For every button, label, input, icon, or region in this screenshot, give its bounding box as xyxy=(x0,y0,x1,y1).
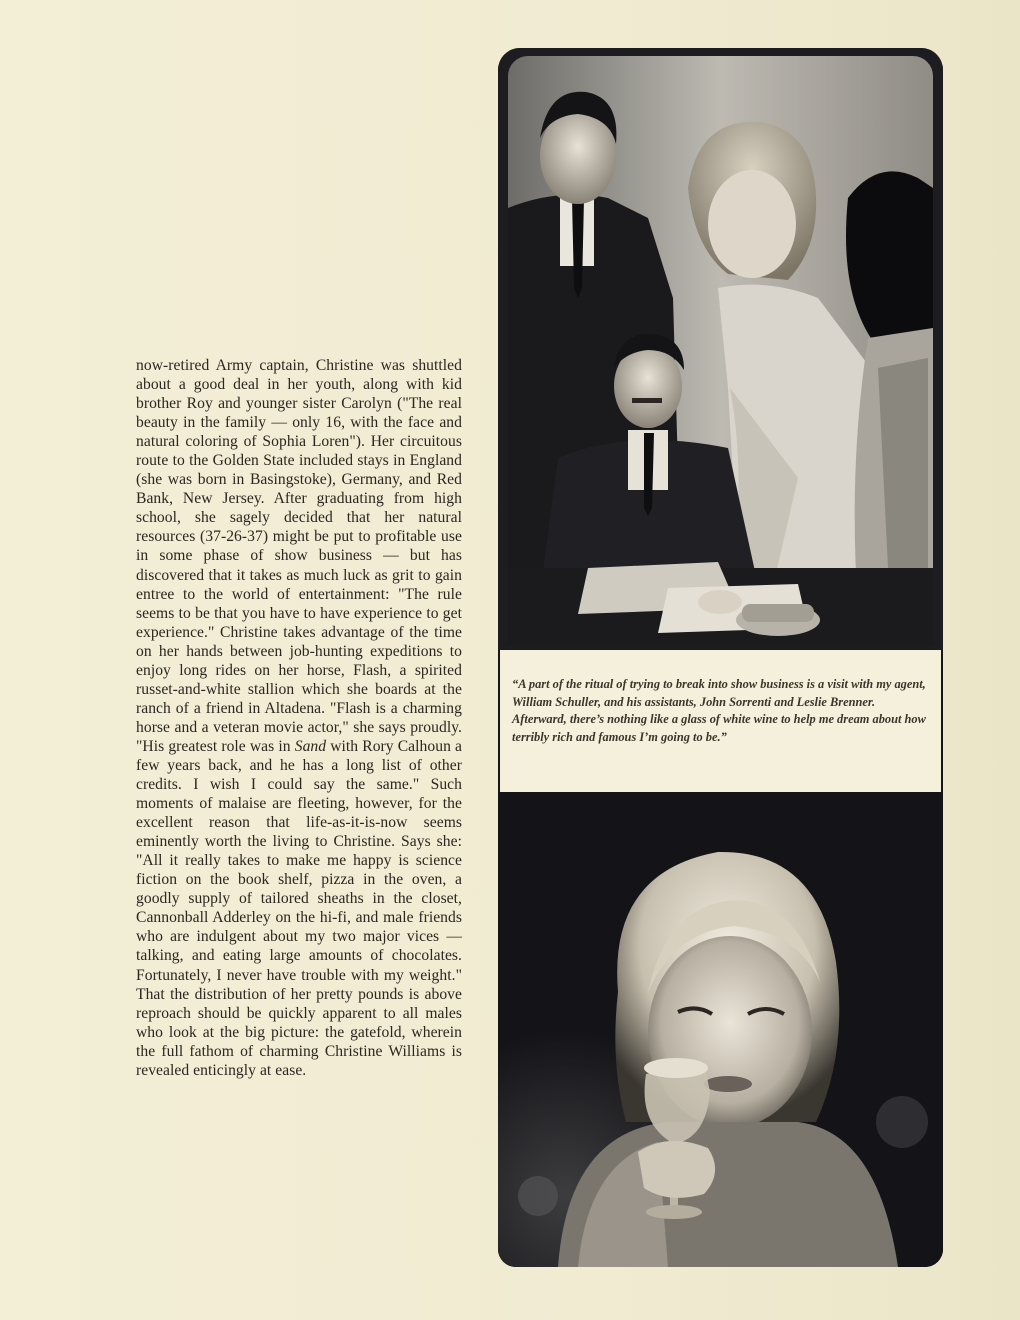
article-text-part-1: now-retired Army captain, Christine was shuttled about a good deal in her youth, along with kid brother Roy and younger sister Carolyn ("The real beauty in the family — only 16, with the face and natural coloring of Sophia Loren"). Her circuitous route to the Golden State included stays in England (she was born in Basingstoke), Germany, and Red Bank, New Jersey. After graduating from high school, she sagely decided that her natural resources (37-26-37) might be put to profitable use in some phase of show business — but has discovered that it takes as much luck as grit to gain entree to the world of entertainment: "The rule seems to be that you have to have experience to get experience." Christine takes advantage of the time on her hands between job-hunting expeditions to enjoy long rides on her horse, Flash, a spirited russet-and-white stallion which she boards at the ranch of a friend in Altadena. "Flash is a charming horse and a veteran movie actor," she says proudly. "His greatest role was in xyxy=(136,357,462,755)
photo-agent-office-image xyxy=(498,48,943,650)
photo-caption-box xyxy=(498,650,943,792)
film-title: Sand xyxy=(294,737,327,755)
photo-agent-office xyxy=(498,48,943,650)
photo-wine-glass-image xyxy=(498,792,943,1267)
article-paragraph xyxy=(136,356,462,1080)
article-body-column xyxy=(136,356,462,1080)
article-text-part-2: with Rory Calhoun a few years back, and he has a long list of other credits. I wish I could say the same." Such moments of malaise are fleeting, however, for the excellent reason that life-as-it-is-now seems eminently worth the living to Christine. Says she: "All it really takes to make me happy is science fiction on the book shelf, pizza in the oven, a goodly supply of tailored sheaths in the closet, Cannonball Adderley on the hi-fi, and male friends who are indulgent about my two major vices — talking, and eating large amounts of chocolates. Fortunately, I never have trouble with my weight." That the distribution of her pretty pounds is above reproach should be quickly apparent to all males who look at the big picture: the gatefold, wherein the full fathom of charming Christine Williams is revealed enticingly at ease. xyxy=(136,737,463,1079)
photo-wine-glass xyxy=(498,792,943,1267)
photo-caption: “A part of the ritual of trying to break into show business is a visit with my agent, William Schuller, and his assistants, John Sorrenti and Leslie Brenner. Afterward, there’s nothing like a glass of white wine to help me dream about how terribly rich and famous I’m going to be.” xyxy=(512,677,926,744)
